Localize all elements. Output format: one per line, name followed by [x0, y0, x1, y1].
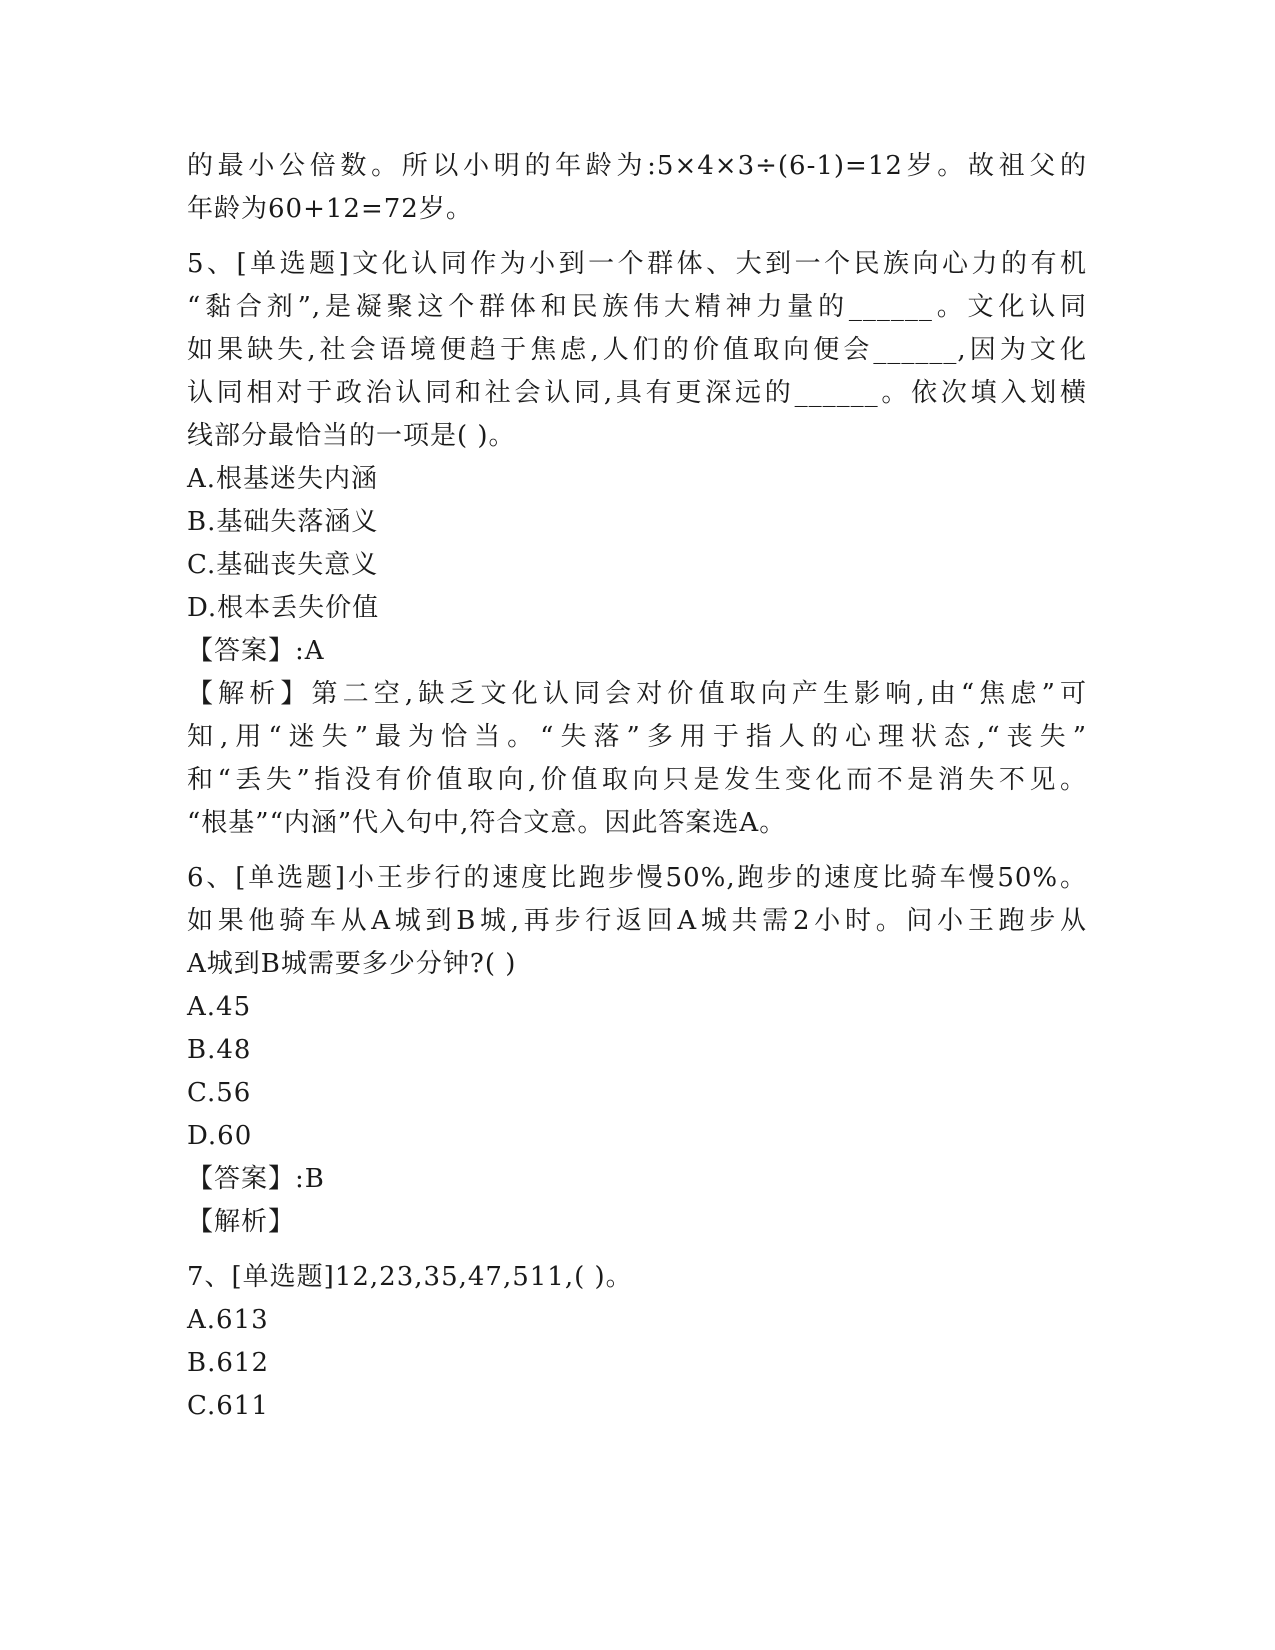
paragraph-line: 年龄为60+12=72岁。: [187, 194, 473, 224]
option-d: D.根本丢失价值: [187, 593, 380, 623]
paragraph-line: 的最小公倍数。所以小明的年龄为:5×4×3÷(6-1)=12岁。故祖父的: [187, 151, 1087, 181]
question-5: [187, 243, 1087, 845]
option-d: D.60: [187, 1121, 253, 1151]
answer: 【答案】:A: [187, 636, 325, 666]
question-stem-line: 6、[单选题]小王步行的速度比跑步慢50%,跑步的速度比骑车慢50%。: [187, 863, 1087, 893]
analysis-line: 【解析】第二空,缺乏文化认同会对价值取向产生影响,由“焦虑”可: [187, 679, 1087, 709]
analysis-line: 和“丢失”指没有价值取向,价值取向只是发生变化而不是消失不见。: [187, 765, 1087, 795]
option-a: A.根基迷失内涵: [187, 464, 379, 494]
analysis-line: “根基”“内涵”代入句中,符合文意。因此答案选A。: [187, 808, 787, 838]
question-stem-line: “黏合剂”,是凝聚这个群体和民族伟大精神力量的______。文化认同: [187, 292, 1087, 322]
option-b: B.48: [187, 1035, 252, 1065]
option-c: C.56: [187, 1078, 252, 1108]
question-stem-line: A城到B城需要多少分钟?( ): [187, 949, 517, 979]
option-c: C.611: [187, 1391, 269, 1421]
document-page: [187, 145, 1087, 1428]
question-7: [187, 1256, 1087, 1428]
question-stem-line: 5、[单选题]文化认同作为小到一个群体、大到一个民族向心力的有机: [187, 249, 1087, 279]
answer: 【答案】:B: [187, 1164, 325, 1194]
option-b: B.612: [187, 1348, 269, 1378]
question-stem-line: 如果他骑车从A城到B城,再步行返回A城共需2小时。问小王跑步从: [187, 906, 1087, 936]
question-stem-line: 如果缺失,社会语境便趋于焦虑,人们的价值取向便会______,因为文化: [187, 335, 1087, 365]
option-b: B.基础失落涵义: [187, 507, 379, 537]
question-6: [187, 857, 1087, 1244]
option-a: A.613: [187, 1305, 269, 1335]
previous-analysis-continuation: [187, 145, 1087, 231]
option-c: C.基础丧失意义: [187, 550, 379, 580]
question-stem-line: 认同相对于政治认同和社会认同,具有更深远的______。依次填入划横: [187, 378, 1087, 408]
question-stem-line: 线部分最恰当的一项是( )。: [187, 421, 516, 451]
analysis-line: 【解析】: [187, 1207, 296, 1237]
option-a: A.45: [187, 992, 252, 1022]
analysis-line: 知,用“迷失”最为恰当。“失落”多用于指人的心理状态,“丧失”: [187, 722, 1087, 752]
question-stem-line: 7、[单选题]12,23,35,47,511,( )。: [187, 1262, 633, 1292]
